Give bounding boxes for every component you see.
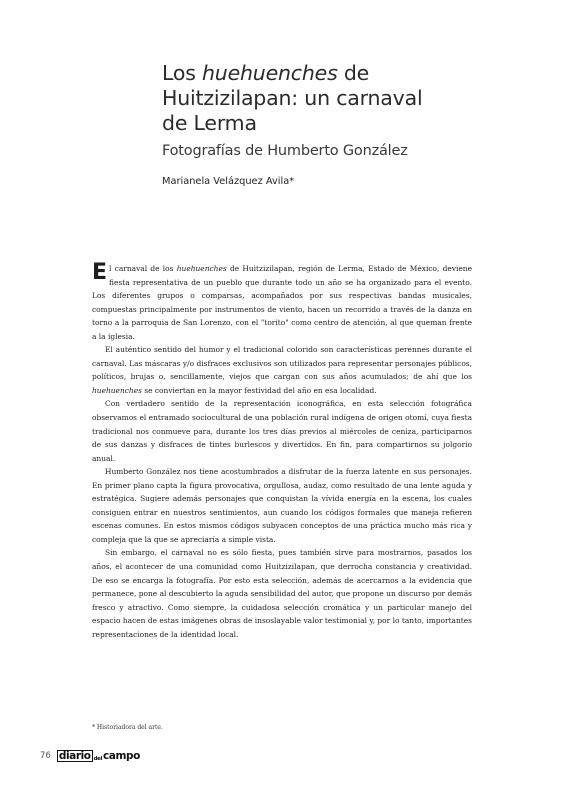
paragraph-text: El auténtico sentido del humor y el tradicional colorido son características perennes durante el carnaval. Las máscaras y/o disfraces exclusivos son utilizados para representar personajes públicos, políticos, brujas o, sencillamente, viejos que cargan con sus años acumulados; de ahí que los xyxy=(92,345,472,382)
paragraph-4: Humberto González nos tiene acostumbrados a disfrutar de la fuerza latente en sus personajes. En primer plano capta la figura provocativa, orgullosa, audaz, como resultado de una lente aguda y estratégica. Sugiere además personajes que conquistan la vívida energía en la escena, los cuales consiguen entrar en nuestros sentimientos, aun cuando los códigos formales que maneja refieren escenas comunes. En estos mismos códigos subyacen conceptos de una práctica mucho más rica y compleja que la que se apreciaría a simple vista. xyxy=(92,467,472,544)
italic-term: huehuenches xyxy=(176,264,227,273)
article-body xyxy=(92,262,472,641)
paragraph-text: se conviertan en la mayor festividad del año en esa localidad. xyxy=(141,385,377,395)
drop-cap: E xyxy=(92,260,108,285)
paragraph-5: Sin embargo, el carnaval no es sólo fiesta, pues también sirve para mostrarnos, pasados los años, el acontecer de una comunidad como Huitzizilapan, que derrocha constancia y creatividad. De eso se encarga la fotografía. Por esto esta selección, además de acercarnos a la evidencia que permanece, pone al descubierto la aguda sensibilidad del autor, que propone un discurso por demás fresco y atractivo. Como siempre, la cuidadosa selección cromática y un particular manejo del espacio hacen de estas imágenes obras de insoslayable valor testimonial y, por lo tanto, importantes representaciones de la identidad local. xyxy=(92,548,472,639)
journal-logo xyxy=(57,750,140,762)
paragraph-text: l carnaval de los xyxy=(109,264,177,273)
title-line-1 xyxy=(162,61,462,86)
article-subtitle: Fotografías de Humberto González xyxy=(162,143,408,159)
article-title xyxy=(162,61,462,136)
title-italic-word: huehuenches xyxy=(202,61,338,85)
logo-boxed-word: diario xyxy=(58,750,91,762)
paragraph-3: Con verdadero sentido de la representación iconográfica, en esta selección fotográfica observamos el entramado sociocultural de una población rural indígena de origen otomí, cuya fiesta tradicional nos conmueve para, durante los tres días previos al miércoles de ceniza, participarnos de sus danzas y disfraces de tintes burlescos y divertidos. En fin, para compartirnos su jolgorio anual. xyxy=(92,399,472,463)
logo-word: campo xyxy=(102,750,140,762)
paragraph-2 xyxy=(92,343,472,397)
paragraph-text: de Huitzizilapan, región de Lerma, Estado de México, deviene fiesta representativa de un pueblo que durante todo un año se ha organizado para el evento. Los diferentes grupos o comparsas, acompañados por sus respectivas bandas musicales, compuestas principalmente por instrumentos de viento, hacen un recorrido a través de la danza en torno a la parroquia de San Lorenzo, con el "torito" como centro de atención, al que queman frente a la iglesia. xyxy=(92,264,472,341)
footnote: * Historiadora del arte. xyxy=(92,724,163,731)
title-text: Los xyxy=(162,61,202,85)
paragraph-1 xyxy=(92,262,472,343)
logo-small-word: del xyxy=(93,756,102,762)
italic-term: huehuenches xyxy=(92,385,142,395)
title-line-3: de Lerma xyxy=(162,111,257,135)
title-text: de xyxy=(337,61,370,85)
page-footer xyxy=(40,749,140,763)
author-name: Marianela Velázquez Avila* xyxy=(162,176,295,187)
page-number: 76 xyxy=(40,751,51,761)
title-line-2: Huitzizilapan: un carnaval xyxy=(162,86,423,110)
